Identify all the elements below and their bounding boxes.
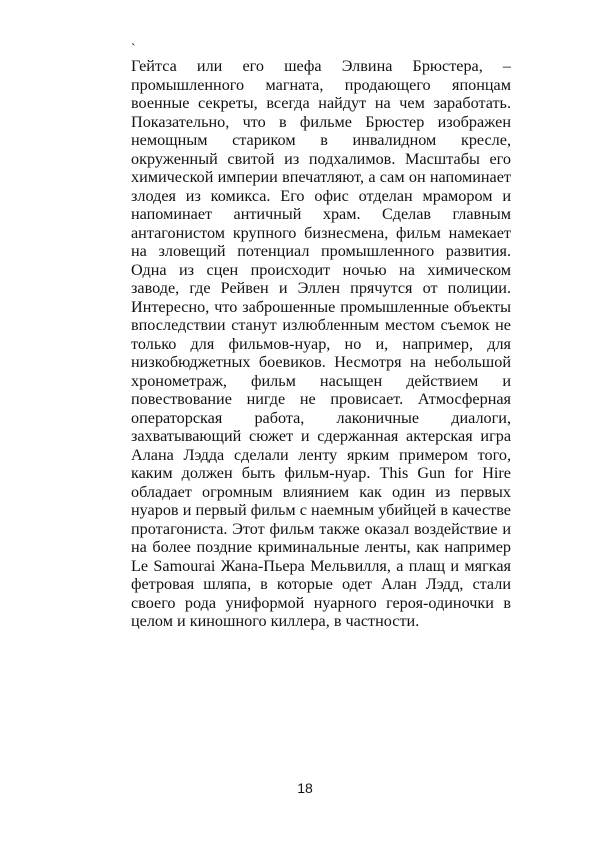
- stray-mark: `: [131, 42, 136, 57]
- page-number: 18: [297, 780, 313, 796]
- body-paragraph: Гейтса или его шефа Элвина Брюстера, – промышленного магната, продающего японцам военные секреты, всегда найдут на чем заработать. Показательно, что в фильме Брюстер изображен немощным стариком в инвалидном кресле, окруженный свитой из подхалимов. Масштабы его химической империи впечатляют, а сам он напоминает злодея из комикса. Его офис отделан мрамором и напоминает античный храм. Сделав главным антагонистом крупного бизнесмена, фильм намекает на зловещий потенциал промышленного развития. Одна из сцен происходит ночью на химическом заводе, где Рейвен и Эллен прячутся от полиции. Интересно, что заброшенные промышленные объекты впоследствии станут излюбленным местом съемок не только для фильмов-нуар, но и, например, для низкобюджетных боевиков. Несмотря на небольшой хронометраж, фильм насыщен действием и повествование нигде не провисает. Атмосферная операторская работа, лаконичные диалоги, захватывающий сюжет и сдержанная актерская игра Алана Лэдда сделали ленту ярким примером того, каким должен быть фильм-нуар. This Gun for Hire обладает огромным влиянием как один из первых нуаров и первый фильм с наемным убийцей в качестве протагониста. Этот фильм также оказал воздействие и на более поздние криминальные ленты, как например Le Samourai Жана-Пьера Мельвилля, а плащ и мягкая фетровая шляпа, в которые одет Алан Лэдд, стали своего рода униформой нуарного героя-одиночки в целом и киношного киллера, в частности.: [131, 57, 511, 630]
